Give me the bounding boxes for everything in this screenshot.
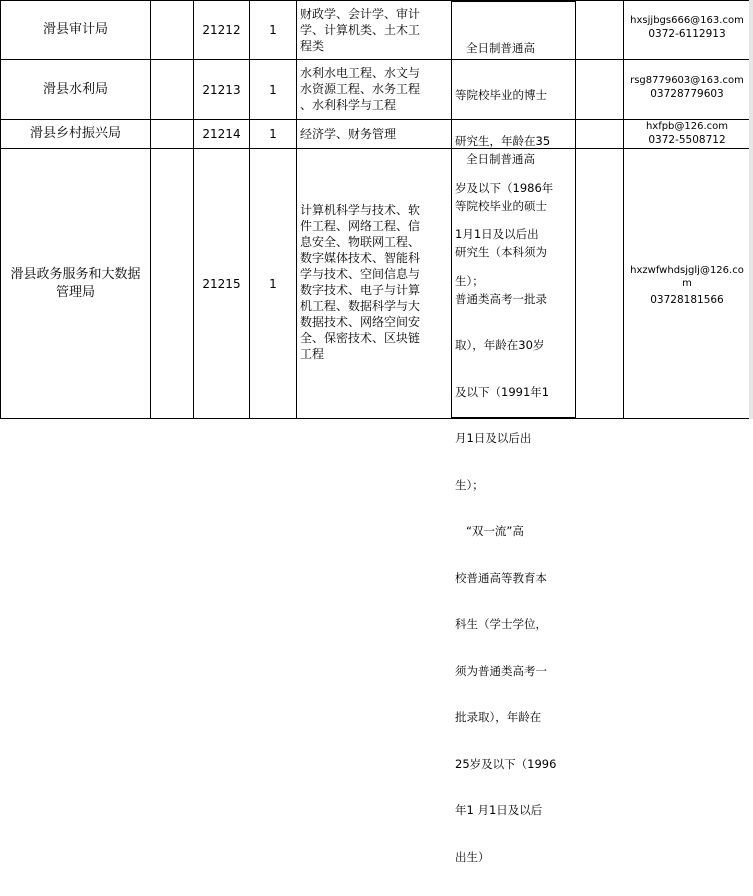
hire-count: 1 <box>269 127 277 141</box>
hire-count: 1 <box>269 23 277 37</box>
requirement-line: 科生（学士学位， <box>455 617 547 631</box>
majors-line: 水资源工程、水务工程 <box>300 82 421 96</box>
requirement-line: 等院校毕业的硕士 <box>455 198 547 213</box>
majors-cell[interactable] <box>300 126 450 142</box>
grid-line <box>150 0 151 419</box>
requirement-line: 须为普通类高考一 <box>455 663 547 678</box>
grid-line <box>296 0 297 419</box>
position-code: 21213 <box>202 82 241 97</box>
selected-cell-outline <box>451 1 576 418</box>
unit-name: 滑县乡村振兴局 <box>29 126 121 141</box>
unit-name-line: 滑县政务服务和大数据 <box>10 266 141 282</box>
email: hxfpb@126.com <box>645 121 729 132</box>
unit-name: 滑县审计局 <box>42 22 108 37</box>
requirement-line: 月1日及以后出 <box>455 431 532 445</box>
majors-line: 息安全、物联网工程、 <box>300 235 421 249</box>
majors-line: 数字媒体技术、智能科 <box>300 251 421 265</box>
requirement-line: 生）； <box>455 273 484 288</box>
position-code: 21212 <box>202 23 241 37</box>
unit-cell[interactable] <box>1 60 150 119</box>
majors-line: 、水利科学与工程 <box>300 98 397 112</box>
majors-line: 水利水电工程、水文与 <box>300 66 421 80</box>
requirement-line: 年1 月1日及以后 <box>455 803 543 817</box>
email-line: hxzwfwhdsjglj@126.co <box>630 265 744 276</box>
majors-line: 件工程、网络工程、信 <box>300 219 421 233</box>
count-cell[interactable] <box>250 120 296 148</box>
requirement-line: 全日制普通高 <box>455 41 535 55</box>
requirement-line: 1月1日及以后出 <box>455 227 539 241</box>
contact-cell[interactable] <box>624 14 750 41</box>
unit-cell[interactable] <box>1 120 150 148</box>
majors-line: 计算机科学与技术、软 <box>300 203 421 217</box>
majors-line: 工程 <box>300 347 325 361</box>
position-code: 21215 <box>202 276 241 291</box>
unit-cell[interactable] <box>1 1 150 59</box>
requirement-line: 研究生（本科须为 <box>455 245 547 259</box>
requirement-line: 普通类高考一批录 <box>455 291 547 306</box>
requirement-line: 生）； <box>455 477 484 492</box>
majors-line: 机工程、数据科学与大 <box>300 299 421 313</box>
majors-line: 财政学、会计学、审计 <box>300 7 421 21</box>
majors-line: 全、保密技术、区块链 <box>300 331 421 345</box>
phone: 03728181566 <box>650 294 724 306</box>
contact-cell[interactable] <box>624 264 750 307</box>
requirement-line: 等院校毕业的博士 <box>455 87 547 102</box>
requirement-line: 全日制普通高 <box>455 152 535 166</box>
count-cell[interactable] <box>250 149 296 418</box>
requirement-line: “双一流”高 <box>455 524 524 538</box>
email: rsg8779603@163.com <box>630 75 744 86</box>
requirement-line: 批录取），年龄在 <box>455 710 542 724</box>
majors-cell[interactable] <box>300 65 450 113</box>
requirement-line: 25岁及以下（1996 <box>455 756 557 771</box>
requirement-line: 研究生，年龄在35 <box>455 134 551 148</box>
contact-cell[interactable] <box>624 74 750 101</box>
hire-count: 1 <box>269 276 277 291</box>
majors-line: 程类 <box>300 39 325 53</box>
hire-count: 1 <box>269 82 277 97</box>
majors-cell[interactable] <box>300 6 450 54</box>
requirement-line: 校普通高等教育本 <box>455 570 547 585</box>
code-cell[interactable] <box>194 1 249 59</box>
count-cell[interactable] <box>250 60 296 119</box>
count-cell[interactable] <box>250 1 296 59</box>
requirement-line: 出生） <box>455 849 490 864</box>
scrollbar-edge[interactable] <box>749 0 753 419</box>
phone: 0372-5508712 <box>648 134 726 146</box>
contact-cell[interactable] <box>624 120 750 147</box>
unit-name: 滑县水利局 <box>42 81 108 97</box>
majors-line: 学与技术、空间信息与 <box>300 267 421 281</box>
requirement-line: 及以下（1991年1 <box>455 384 550 399</box>
grid-line <box>623 0 624 419</box>
position-code: 21214 <box>202 127 241 141</box>
unit-cell[interactable] <box>1 149 150 418</box>
phone: 03728779603 <box>650 88 724 100</box>
phone: 0372-6112913 <box>648 28 726 40</box>
majors-cell[interactable] <box>300 202 450 362</box>
majors-line: 数据技术、网络空间安 <box>300 315 421 329</box>
unit-name-line: 管理局 <box>55 284 95 300</box>
requirement-line: 取），年龄在30岁 <box>455 338 545 352</box>
code-cell[interactable] <box>194 120 249 148</box>
requirement-line: 岁及以下（1986年 <box>455 180 554 195</box>
code-cell[interactable] <box>194 149 249 418</box>
email-line: m <box>682 278 692 289</box>
majors-line: 经济学、财务管理 <box>300 127 397 141</box>
code-cell[interactable] <box>194 60 249 119</box>
majors-line: 学、计算机类、土木工 <box>300 23 421 37</box>
majors-line: 数字技术、电子与计算 <box>300 283 421 297</box>
grid-line <box>0 418 753 419</box>
email: hxsjjbgs666@163.com <box>630 15 744 26</box>
